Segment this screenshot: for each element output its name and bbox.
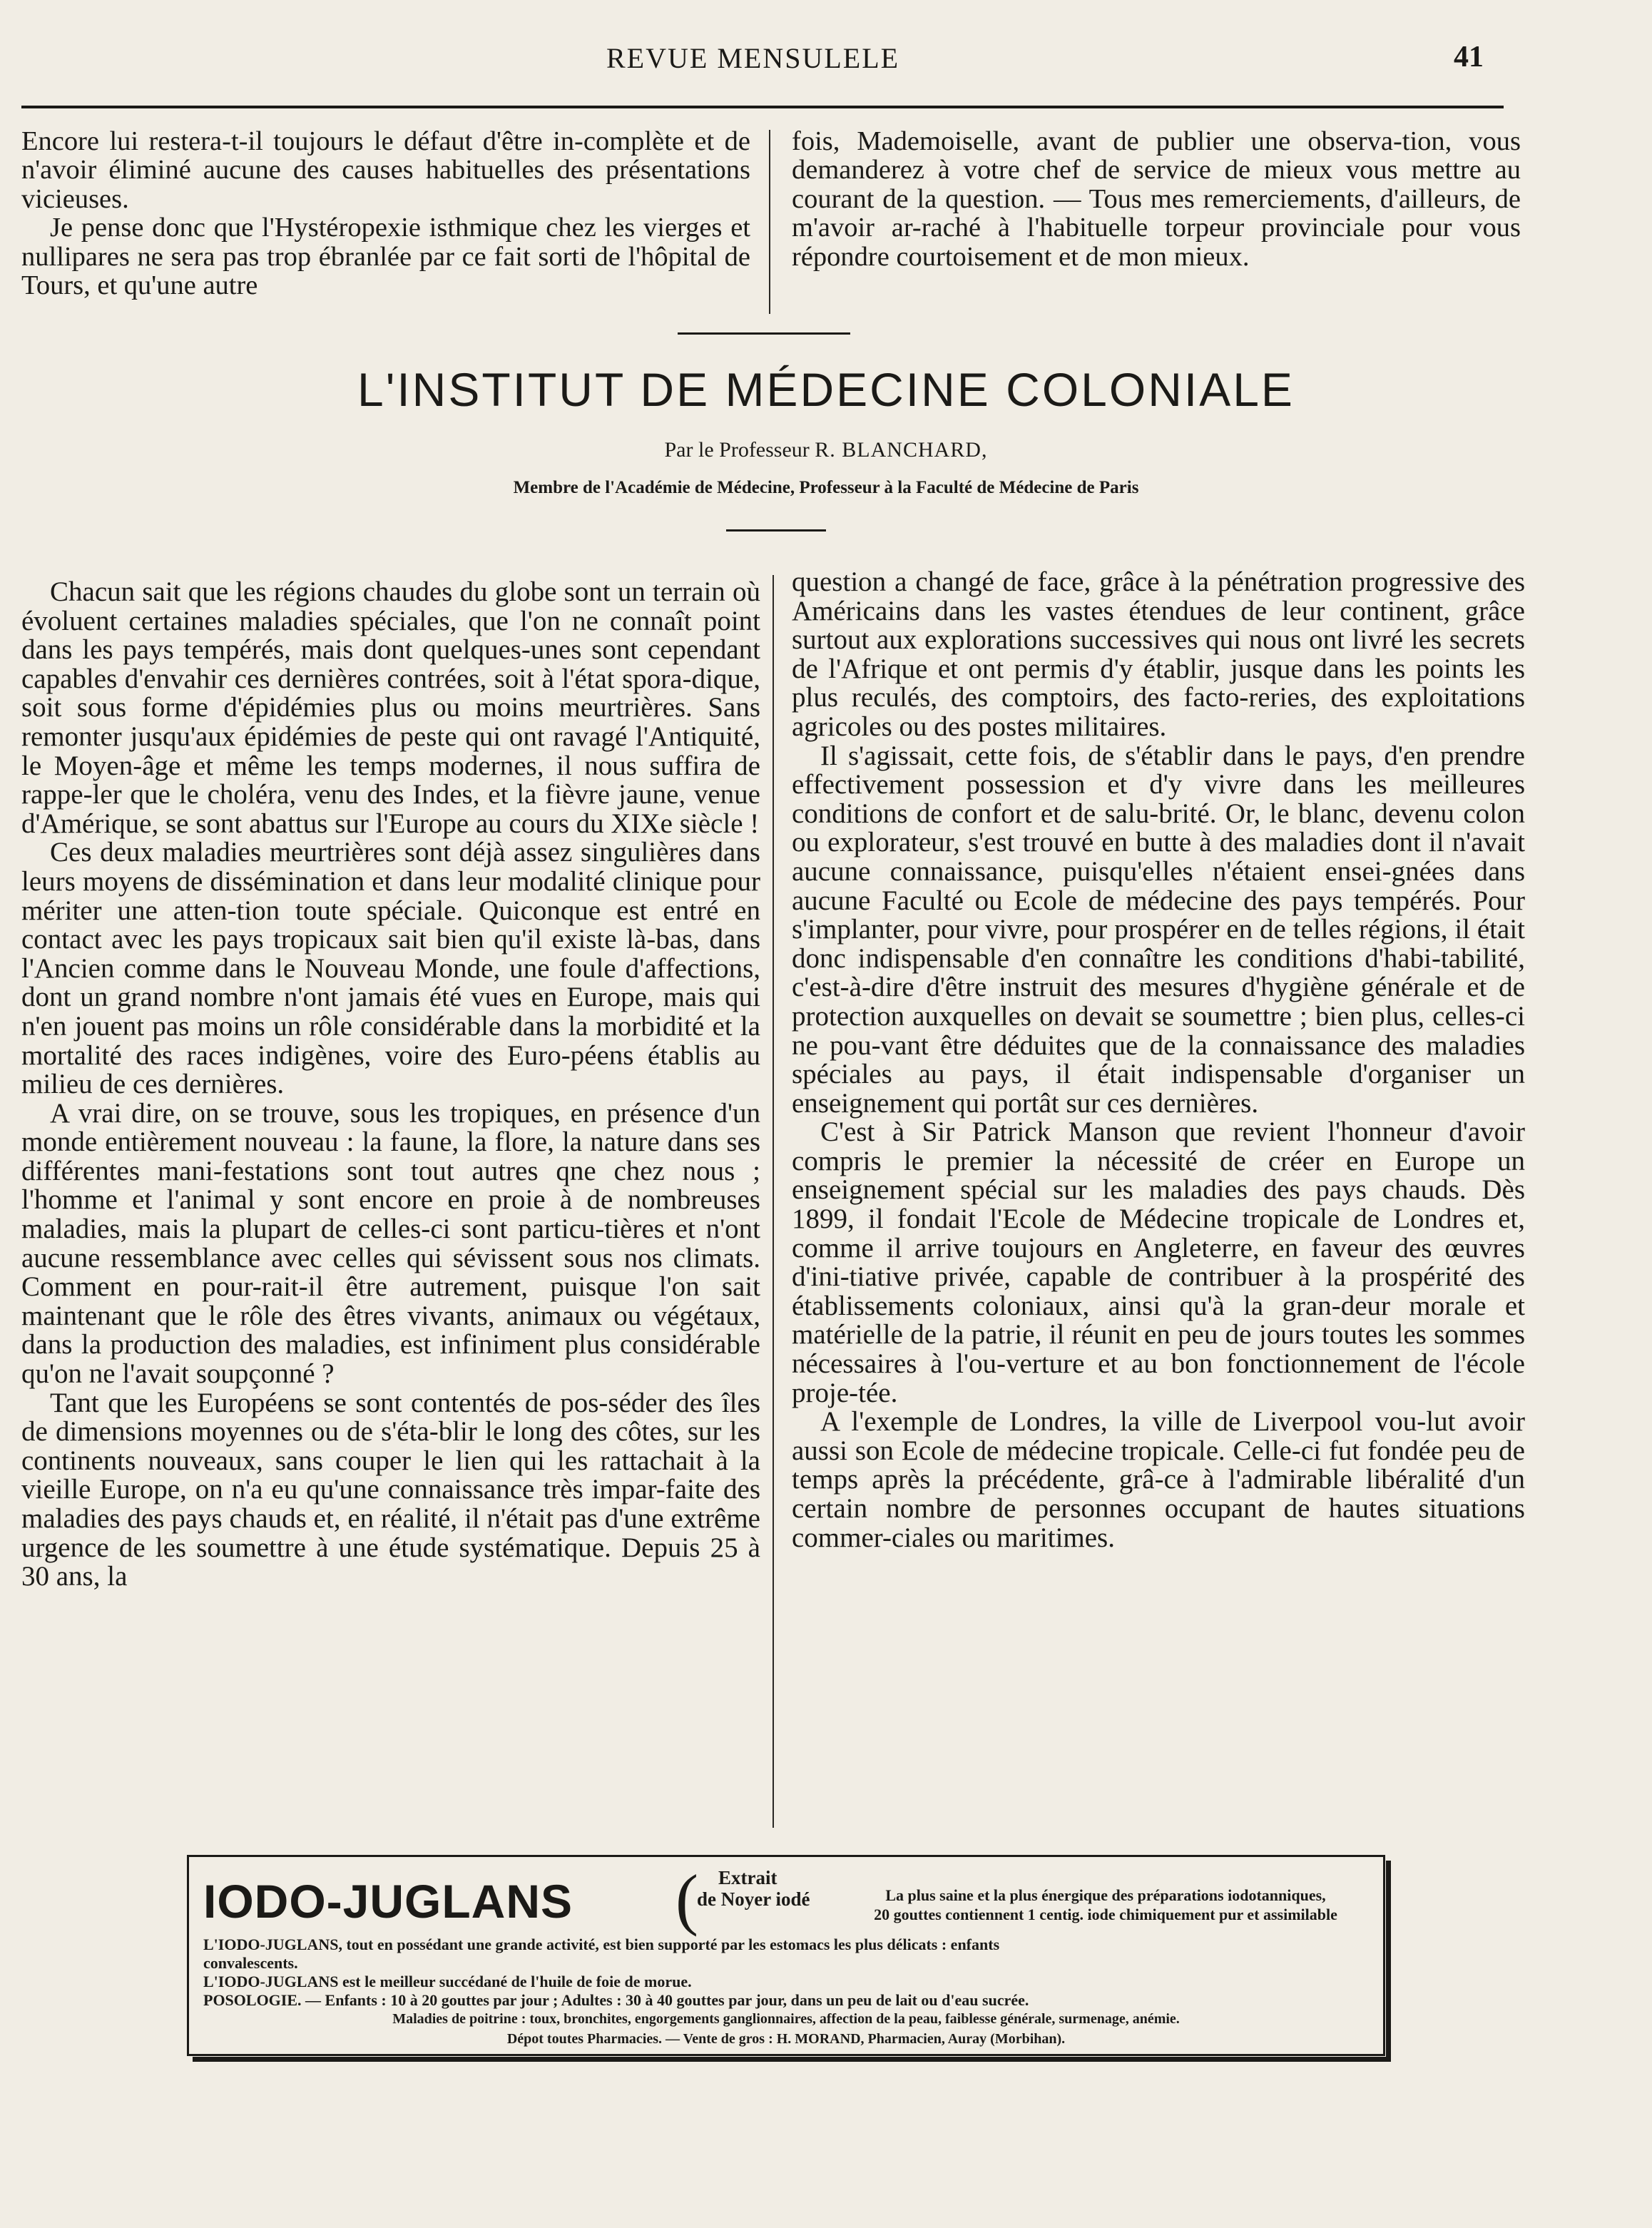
paragraph: Il s'agissait, cette fois, de s'établir dans le pays, d'en prendre effectivement possession et d'y vivre dans les meilleures conditions de confort et de salu-brité. Or, le blanc, devenu colon ou explorateur, s'est trouvé en butte à des maladies dont il n'avait aucune connaissance, puisqu'elles n'étaient ensei-gnées dans aucune Faculté ou Ecole de médecine des pays tempérés. Pour s'implanter, pour vivre, pour prospérer en de telles régions, il était donc indispensable d'en connaître les conditions d'habi-tabilité, c'est-à-dire d'être instruit des mesures d'hygiène générale et de protection auxquelles on devait se soumettre ; bien plus, celles-ci ne pou-vant être déduites que de la connaissance des maladies spéciales au pays, il était indispensable d'organiser un enseignement qui portât sur ces dernières. [792,740,1525,1119]
ad-extrait-line: Extrait [718,1867,777,1888]
ad-extrait-line: de Noyer iodé [697,1888,810,1910]
byline-prefix: Par le Professeur [664,438,810,462]
ad-text-line: convalescents. [203,1954,298,1972]
paragraph: Encore lui restera-t-il toujours le défaut d'être in-complète et de n'avoir éliminé aucune des causes habituelles des présentations vicieuses. [21,126,750,214]
top-right-column [792,127,1521,271]
ad-text-line: L'IODO-JUGLANS, tout en possédant une grande activité, est bien supporté par les estomacs les plus délicats : enfants [203,1935,1000,1953]
ad-posology: POSOLOGIE. — Enfants : 10 à 20 gouttes par jour ; Adultes : 30 à 40 gouttes par jour, dans un peu de lait ou d'eau sucrée. [203,1991,1029,2009]
paragraph: question a changé de face, grâce à la pénétration progressive des Américains dans les vastes étendues de leur continent, grâce surtout aux explorations successives qui nous ont livré les secrets de l'Afrique et ont permis d'y établir, jusque dans les points les plus reculés, des comptoirs, des facto-reries, des exploitations agricoles ou des postes militaires. [792,566,1525,742]
ad-claim [831,1886,1380,1924]
paragraph: Je pense donc que l'Hystéropexie isthmique chez les vierges et nullipares ne sera pas trop ébranlée par ce fait sorti de l'hôpital de Tours, et qu'une autre [21,213,750,301]
paragraph: Chacun sait que les régions chaudes du globe sont un terrain où évoluent certaines maladies spéciales, que l'on ne connaît point dans les pays tempérés, mais dont quelques-unes sont cependant capables d'envahir ces dernières contrées, soit à l'état spora-dique, soit sous forme d'épidémies plus ou moins meurtrières. Sans remonter jusqu'aux épidémies de peste qui ont ravagé l'Antiquité, le Moyen-âge et même les temps modernes, il nous suffira de rappe-ler que le choléra, venu des Indes, et la fièvre jaune, venue d'Amérique, se sont abattus sur l'Europe au cours du XIXe siècle ! [21,576,760,839]
ad-extrait [697,1867,810,1910]
paragraph: fois, Mademoiselle, avant de publier une observa-tion, vous demanderez à votre chef de service de mieux vous mettre au courant de la question. — Tous mes remerciements, d'ailleurs, de m'avoir ar-raché à l'habituelle torpeur provinciale pour vous répondre courtoisement et de mon mieux. [792,126,1521,272]
ad-text-line: L'IODO-JUGLANS est le meilleur succédané de l'huile de foie de morue. [203,1973,692,1990]
ad-paren-glyph: ( [675,1861,698,1937]
advertisement [187,1855,1385,2056]
ad-distributor: Dépot toutes Pharmacies. — Vente de gros : H. MORAND, Pharmacien, Auray (Morbihan). [506,2031,1066,2047]
title-rule [726,529,826,531]
column-divider [773,575,774,1828]
ad-claim-line: 20 gouttes contiennent 1 centig. iode chimiquement pur et assimilable [874,1906,1337,1923]
author-name: R. BLANCHARD, [815,438,988,462]
section-rule [678,332,850,335]
article-title: L'INSTITUT DE MÉDECINE COLONIALE [357,363,1295,416]
main-right-column [792,568,1525,1552]
main-left-column [21,578,760,1592]
paragraph: Tant que les Européens se sont contentés de pos-séder des îles de dimensions moyennes ou de s'éta-blir le long des côtes, sur les continents nouveaux, sans couper le lien qui les rattachait à la vieille Europe, on n'a eu qu'une connaissance très impar-faite des maladies des pays chauds et, en réalité, il n'était pas d'une extrême urgence de les soumettre à une étude systématique. Depuis 25 à 30 ans, la [21,1387,760,1592]
paragraph: A l'exemple de Londres, la ville de Liverpool vou-lut avoir aussi son Ecole de médecine tropicale. Celle-ci fut fondée peu de temps après la précédente, grâ-ce à l'admirable libéralité d'un certain nombre de personnes occupant de hautes situations commer-ciales ou maritimes. [792,1406,1525,1553]
top-left-column [21,127,750,300]
ad-claim-line: La plus saine et la plus énergique des préparations iodotanniques, [885,1886,1326,1904]
running-title: REVUE MENSULELE [606,42,900,74]
column-divider [769,130,770,314]
paragraph: Ces deux maladies meurtrières sont déjà assez singulières dans leurs moyens de dissémination et dans leur modalité clinique pour mériter une atten-tion toute spéciale. Quiconque est entré en contact avec les pays tropicaux sait bien qu'il existe là-bas, dans l'Ancien comme dans le Nouveau Monde, une foule d'affections, dont un grand nombre n'ont jamais été vues en Europe, mais qui n'en jouent pas moins un rôle considérable dans la morbidité et la mortalité des races indigènes, voire des Euro-péens établis au milieu de ces dernières. [21,837,760,1100]
ad-brand: IODO-JUGLANS [203,1875,573,1928]
byline [0,438,1652,462]
header-rule [21,106,1504,108]
paragraph: C'est à Sir Patrick Manson que revient l'honneur d'avoir compris le premier la nécessité de créer en Europe un enseignement spécial sur les maladies des pays chauds. Dès 1899, il fondait l'Ecole de Médecine tropicale de Londres et, comme il arrive toujours en Angleterre, en faveur des œuvres d'ini-tiative privée, capable de contribuer à la prospérité des établissements coloniaux, ainsi qu'à la gran-deur morale et matérielle de la patrie, il réunit en peu de jours toutes les sommes nécessaires à l'ou-verture et au bon fonctionnement de l'école proje-tée. [792,1116,1525,1408]
author-affiliation: Membre de l'Académie de Médecine, Professeur à la Faculté de Médecine de Paris [513,478,1139,497]
page-number: 41 [1454,41,1484,73]
paragraph: A vrai dire, on se trouve, sous les tropiques, en présence d'un monde entièrement nouveau : la faune, la flore, la nature dans ses différentes mani-festations sont tout autres qne chez nous ; l'homme et l'animal y sont encore en proie à de nombreuses maladies, mais la plupart de celles-ci sont particu-tières et n'ont aucune ressemblance avec celles qui sévissent sous nos climats. Comment en pour-rait-il être autrement, puisque l'on sait maintenant que le rôle des êtres vivants, animaux ou végétaux, dans la production des maladies, est infiniment plus considérable qu'on ne l'avait soupçonné ? [21,1097,760,1390]
ad-indications: Maladies de poitrine : toux, bronchites, engorgements ganglionnaires, affection de la peau, faiblesse générale, surmenage, anémie. [392,2011,1180,2027]
